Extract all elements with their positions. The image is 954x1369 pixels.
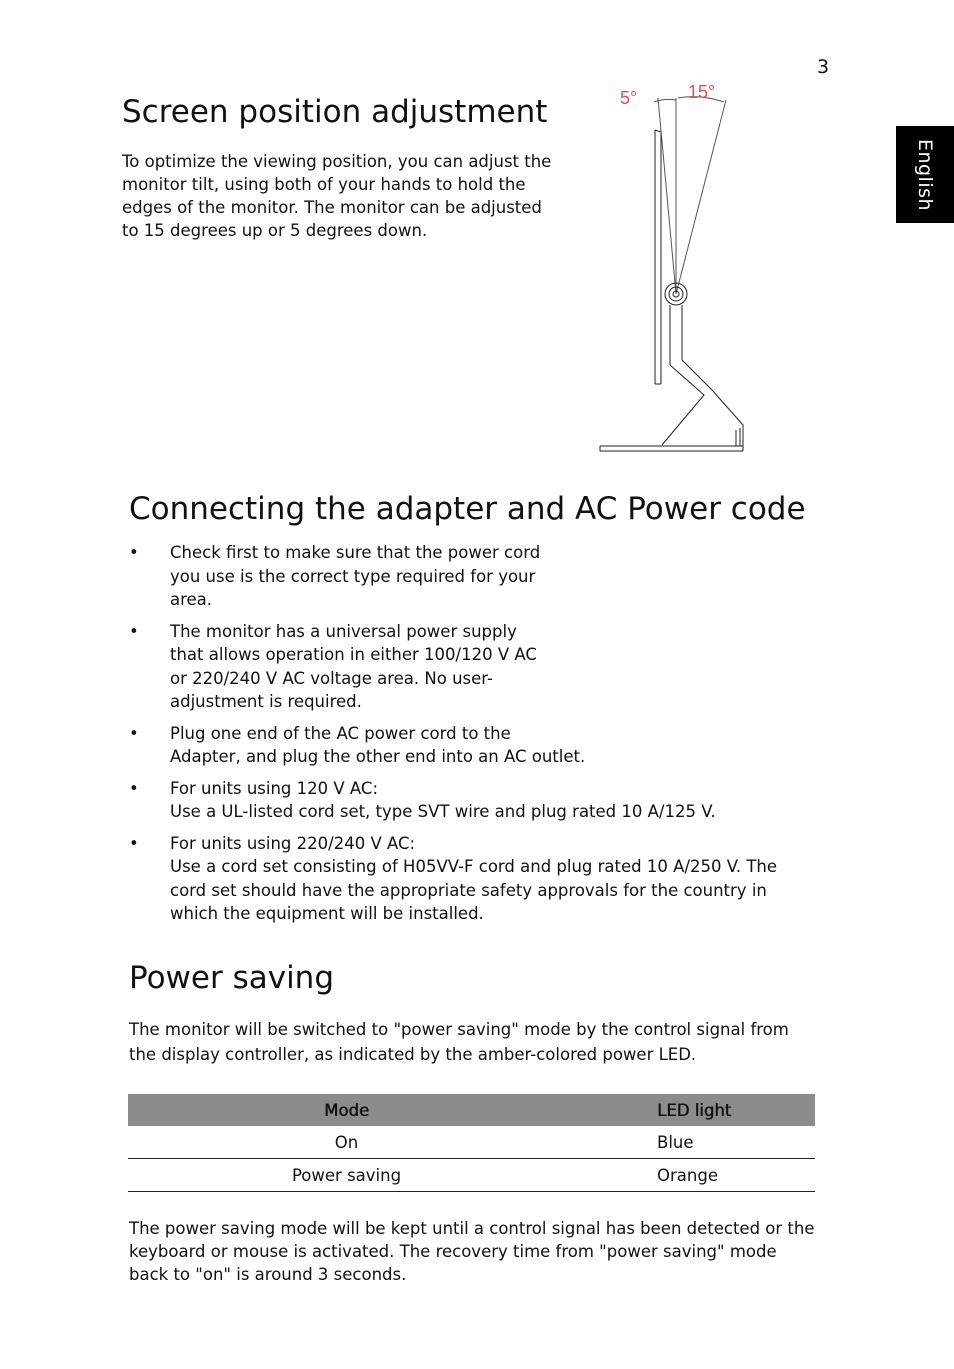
section-title-power-saving: Power saving	[129, 960, 335, 996]
bullet-dot: •	[129, 543, 139, 562]
power-mode-table	[128, 1094, 815, 1192]
list-item	[129, 541, 819, 612]
power-saving-intro: The monitor will be switched to "power saving" mode by the control signal from the display controller, as indicated by the amber-colored power LED.	[129, 1020, 789, 1064]
bullet-text: The monitor has a universal power supply that allows operation in either 100/120 V AC or 220/240 V AC voltage area. No user- adjustment is required.	[170, 621, 537, 711]
bullet-text: Plug one end of the AC power cord to the Adapter, and plug the other end into an AC outlet.	[170, 723, 586, 766]
angle-up-label: 15°	[688, 82, 716, 102]
language-tab-label: English	[914, 138, 936, 211]
power-saving-outro: The power saving mode will be kept until a control signal has been detected or the keyboard or mouse is activated. The recovery time from "power saving" mode back to "on" is around 3 seconds.	[129, 1219, 815, 1284]
cell-mode: Power saving	[128, 1159, 565, 1192]
bullet-text: For units using 220/240 V AC: Use a cord set consisting of H05VV-F cord and plug rated 10 A/250 V. The cord set should have the appropriate safety approvals for the country in which the equipment will be installed.	[170, 833, 778, 923]
section-title-adapter: Connecting the adapter and AC Power code	[129, 491, 806, 527]
section-title-screen-position: Screen position adjustment	[122, 94, 548, 130]
table-header-row	[128, 1094, 815, 1126]
list-item	[129, 722, 819, 769]
cell-led: Blue	[565, 1126, 815, 1159]
bullet-dot: •	[129, 778, 139, 798]
bullet-text: For units using 120 V AC: Use a UL-listed cord set, type SVT wire and plug rated 10 A/125 V.	[170, 778, 716, 821]
bullet-dot: •	[129, 833, 139, 853]
adapter-bullet-list	[129, 541, 819, 934]
table-row	[128, 1126, 815, 1159]
list-item	[129, 620, 819, 714]
bullet-text: Check first to make sure that the power cord you use is the correct type required for your area.	[170, 543, 541, 609]
monitor-tilt-figure	[596, 80, 752, 460]
bullet-dot: •	[129, 621, 139, 641]
screen-position-body: To optimize the viewing position, you can adjust the monitor tilt, using both of your hands to hold the edges of the monitor. The monitor can be adjusted to 15 degrees up or 5 degrees down.	[122, 152, 552, 240]
header-led-light: LED light	[565, 1094, 815, 1126]
cell-led: Orange	[565, 1159, 815, 1192]
list-item	[129, 777, 819, 824]
bullet-dot: •	[129, 723, 139, 743]
cell-mode: On	[128, 1126, 565, 1159]
list-item	[129, 832, 819, 926]
page-number: 3	[817, 56, 830, 78]
tilt-line-up	[676, 100, 726, 294]
table-row	[128, 1159, 815, 1192]
language-tab	[896, 126, 954, 223]
angle-down-label: 5°	[620, 88, 638, 108]
header-mode: Mode	[128, 1094, 565, 1126]
